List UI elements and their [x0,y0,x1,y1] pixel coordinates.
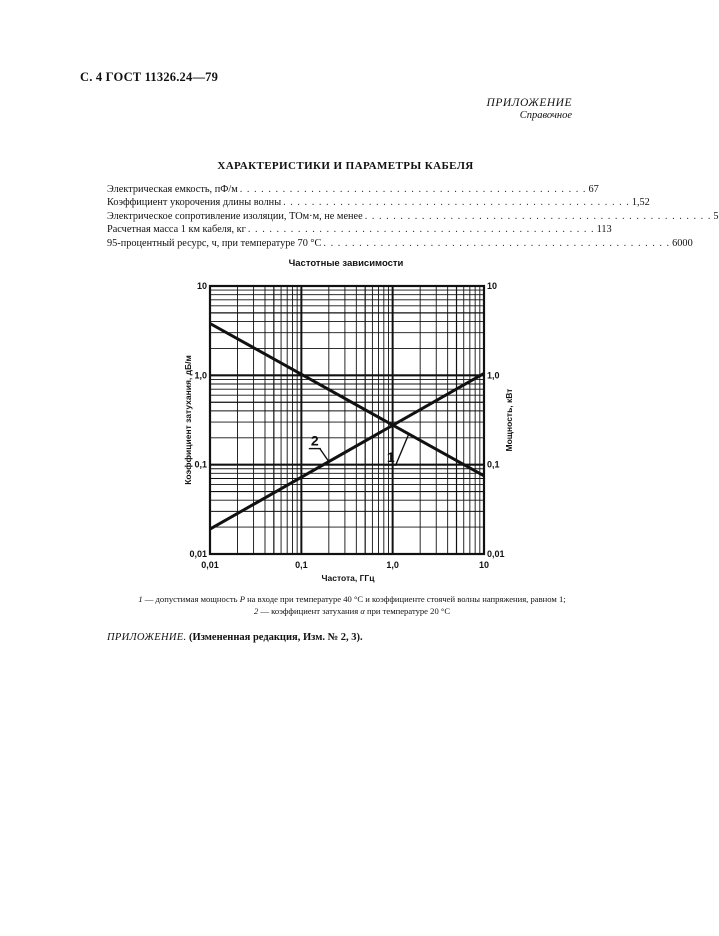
x-tick-label: 1,0 [386,560,399,570]
parameter-row [107,183,599,196]
caption-text: на входе при температуре 40 °С и коэффициенте стоячей волны напряжения, равном 1; [244,594,566,604]
parameter-name: Коэффициент укорочения длины волны [107,197,282,209]
parameter-value: 67 [588,184,599,195]
leader-dots: . . . . . . . . . . . . . . . . . . . . . . . . . . . . . . . . . . . . . . . . . . . . . . . . . [364,210,712,222]
parameter-value: 113 [596,224,612,236]
y-tick-label-right: 0,01 [487,549,505,559]
y-axis-label-right: Мощность, кВт [504,388,514,452]
frequency-chart [170,270,520,590]
appendix-title: ПРИЛОЖЕНИЕ [486,97,572,109]
amendment-label: ПРИЛОЖЕНИЕ. [107,632,187,643]
parameter-row [107,196,650,209]
y-tick-label-left: 1,0 [194,370,207,381]
leader-dots: . . . . . . . . . . . . . . . . . . . . . . . . . . . . . . . . . . . . . . . . . . . . . . . . . [323,237,671,249]
parameter-row [107,223,612,236]
parameter-row [107,210,719,223]
curve-label-1: 1 [386,449,395,466]
appendix-subtitle: Справочное [519,110,572,121]
parameter-name: Расчетная масса 1 км кабеля, кг [107,224,246,236]
caption-number: 1 [138,594,143,604]
y-tick-label-right: 0,1 [487,459,500,470]
caption-text: — коэффициент затухания [258,605,361,616]
figure-caption [92,594,612,617]
parameter-name: 95-процентный ресурс, ч, при температуре 70 °С [107,237,322,249]
parameter-value: 5 [713,210,719,222]
plot-frame [210,286,484,554]
amendment-text: (Измененная редакция, Изм. № 2, 3). [189,632,363,643]
caption-variable: P [239,594,245,604]
parameter-value: 6000 [672,237,693,249]
parameter-row [107,237,693,250]
caption-line-2 [92,606,612,618]
chart-series [210,324,484,530]
amendment-note [107,632,363,643]
curve-leader-line [320,449,329,462]
chart-tick-labels [189,281,504,570]
leader-dots: . . . . . . . . . . . . . . . . . . . . . . . . . . . . . . . . . . . . . . . . . . . . . . . . . [283,197,630,209]
parameter-value: 1,52 [631,197,650,209]
x-axis-label: Частота, ГГц [321,573,375,583]
y-tick-label-right: 1,0 [487,370,500,381]
y-tick-label-left: 10 [196,281,207,291]
x-tick-label: 0,01 [201,560,219,570]
chart-grid [210,286,484,554]
leader-dots: . . . . . . . . . . . . . . . . . . . . . . . . . . . . . . . . . . . . . . . . . . . . . . . . . [239,184,587,195]
y-tick-label-left: 0,01 [189,549,207,559]
caption-number: 2 [253,605,259,616]
curve-label-2: 2 [310,432,319,449]
document-header: С. 4 ГОСТ 11326.24—79 [80,70,219,84]
parameter-name: Электрическая емкость, пФ/м [107,184,238,195]
caption-variable: α [360,605,365,616]
chart-frame [210,286,484,554]
caption-line-1 [92,594,612,606]
caption-text: — допустимая мощность [142,594,240,604]
parameter-list [107,183,719,250]
x-tick-label: 0,1 [295,560,308,570]
curve-leader-line [396,434,409,465]
y-axis-label-left: Коэффициент затухания, дБ/м [183,355,193,485]
x-tick-label: 10 [478,560,490,570]
parameter-name: Электрическое сопротивление изоляции, ТОм·м, не менее [107,210,363,222]
chart-title: Частотные зависимости [288,258,404,269]
leader-dots: . . . . . . . . . . . . . . . . . . . . . . . . . . . . . . . . . . . . . . . . . . . . . . . . . [247,224,595,236]
y-tick-label-left: 0,1 [194,459,207,470]
caption-text: при температуре 20 °С [364,605,451,616]
y-tick-label-right: 10 [487,281,498,291]
section-title: ХАРАКТЕРИСТИКИ И ПАРАМЕТРЫ КАБЕЛЯ [217,160,474,172]
